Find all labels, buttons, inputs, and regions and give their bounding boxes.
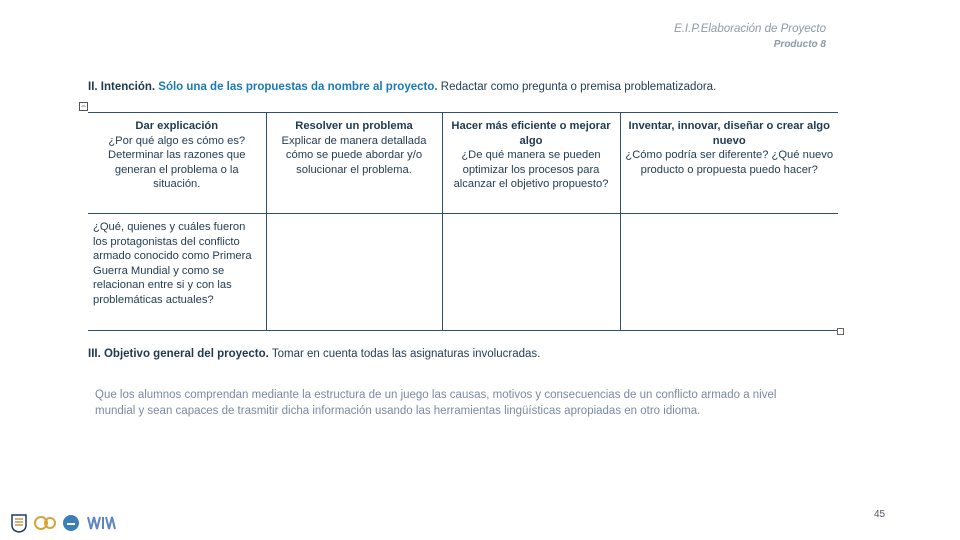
section-intention-number: II. Intención.: [88, 81, 156, 93]
table-resize-handle-icon[interactable]: [837, 328, 844, 335]
header-cell-solve[interactable]: [266, 113, 442, 214]
header-product-label: Producto 8: [773, 39, 826, 50]
column-description: ¿Cómo podría ser diferente? ¿Qué nuevo producto o propuesta puedo hacer?: [625, 149, 834, 176]
answer-cell-explain[interactable]: ¿Qué, quienes y cuáles fueron los protagonistas del conflicto armado conocido como Primera Guerra Mundial y como se relacionan entre si y con las problemáticas actuales?: [88, 214, 266, 331]
column-description: Explicar de manera detallada cómo se puede abordar y/o solucionar el problema.: [281, 134, 427, 176]
section-objective-title: [88, 347, 540, 361]
header-cell-explain[interactable]: [88, 113, 266, 214]
section-intention-instruction: Redactar como pregunta o premisa problematizadora.: [440, 81, 717, 93]
section-objective-instruction: Tomar en cuenta todas las asignaturas involucradas.: [271, 348, 541, 360]
page-number: 45: [874, 509, 886, 520]
intention-table: [88, 112, 838, 331]
anniversary-logo: [34, 513, 56, 533]
section-intention-highlight: Sólo una de las propuestas da nombre al proyecto.: [158, 81, 438, 93]
answer-cell-innovate[interactable]: [620, 214, 838, 331]
column-title: Dar explicación: [135, 120, 219, 132]
objective-text[interactable]: Que los alumnos comprendan mediante la estructura de un juego las causas, motivos y consecuencias de un conflicto armado a nivel mundial y sean capaces de trasmitir dicha información usando las herramientas lingüísticas apropiadas en otro idioma.: [95, 389, 777, 417]
table-move-handle-icon[interactable]: ⇔: [80, 103, 87, 110]
unam-logo: [10, 513, 28, 533]
answer-cell-solve[interactable]: [266, 214, 442, 331]
column-description: ¿Por qué algo es cómo es? Determinar las razones que generan el problema o la situación.: [108, 134, 246, 191]
column-title: Inventar, innovar, diseñar o crear algo nuevo: [628, 120, 830, 147]
header-cell-innovate[interactable]: [620, 113, 838, 214]
section-objective-number: III. Objetivo general del proyecto.: [88, 348, 269, 360]
header-project-title: E.I.P.Elaboración de Proyecto: [674, 23, 826, 35]
header-cell-improve[interactable]: [442, 113, 620, 214]
answer-cell-improve[interactable]: [442, 214, 620, 331]
footer-logos: [10, 513, 118, 533]
school-logo: [62, 513, 80, 533]
enp-logo: [86, 513, 118, 533]
column-description: ¿De qué manera se pueden optimizar los procesos para alcanzar el objetivo propuesto?: [453, 149, 609, 191]
column-title: Resolver un problema: [295, 120, 413, 132]
table-answer-row: [88, 214, 838, 331]
column-title: Hacer más eficiente o mejorar algo: [451, 120, 611, 147]
section-intention-title: [88, 80, 716, 94]
document-header: [674, 22, 826, 52]
table-header-row: [88, 113, 838, 214]
